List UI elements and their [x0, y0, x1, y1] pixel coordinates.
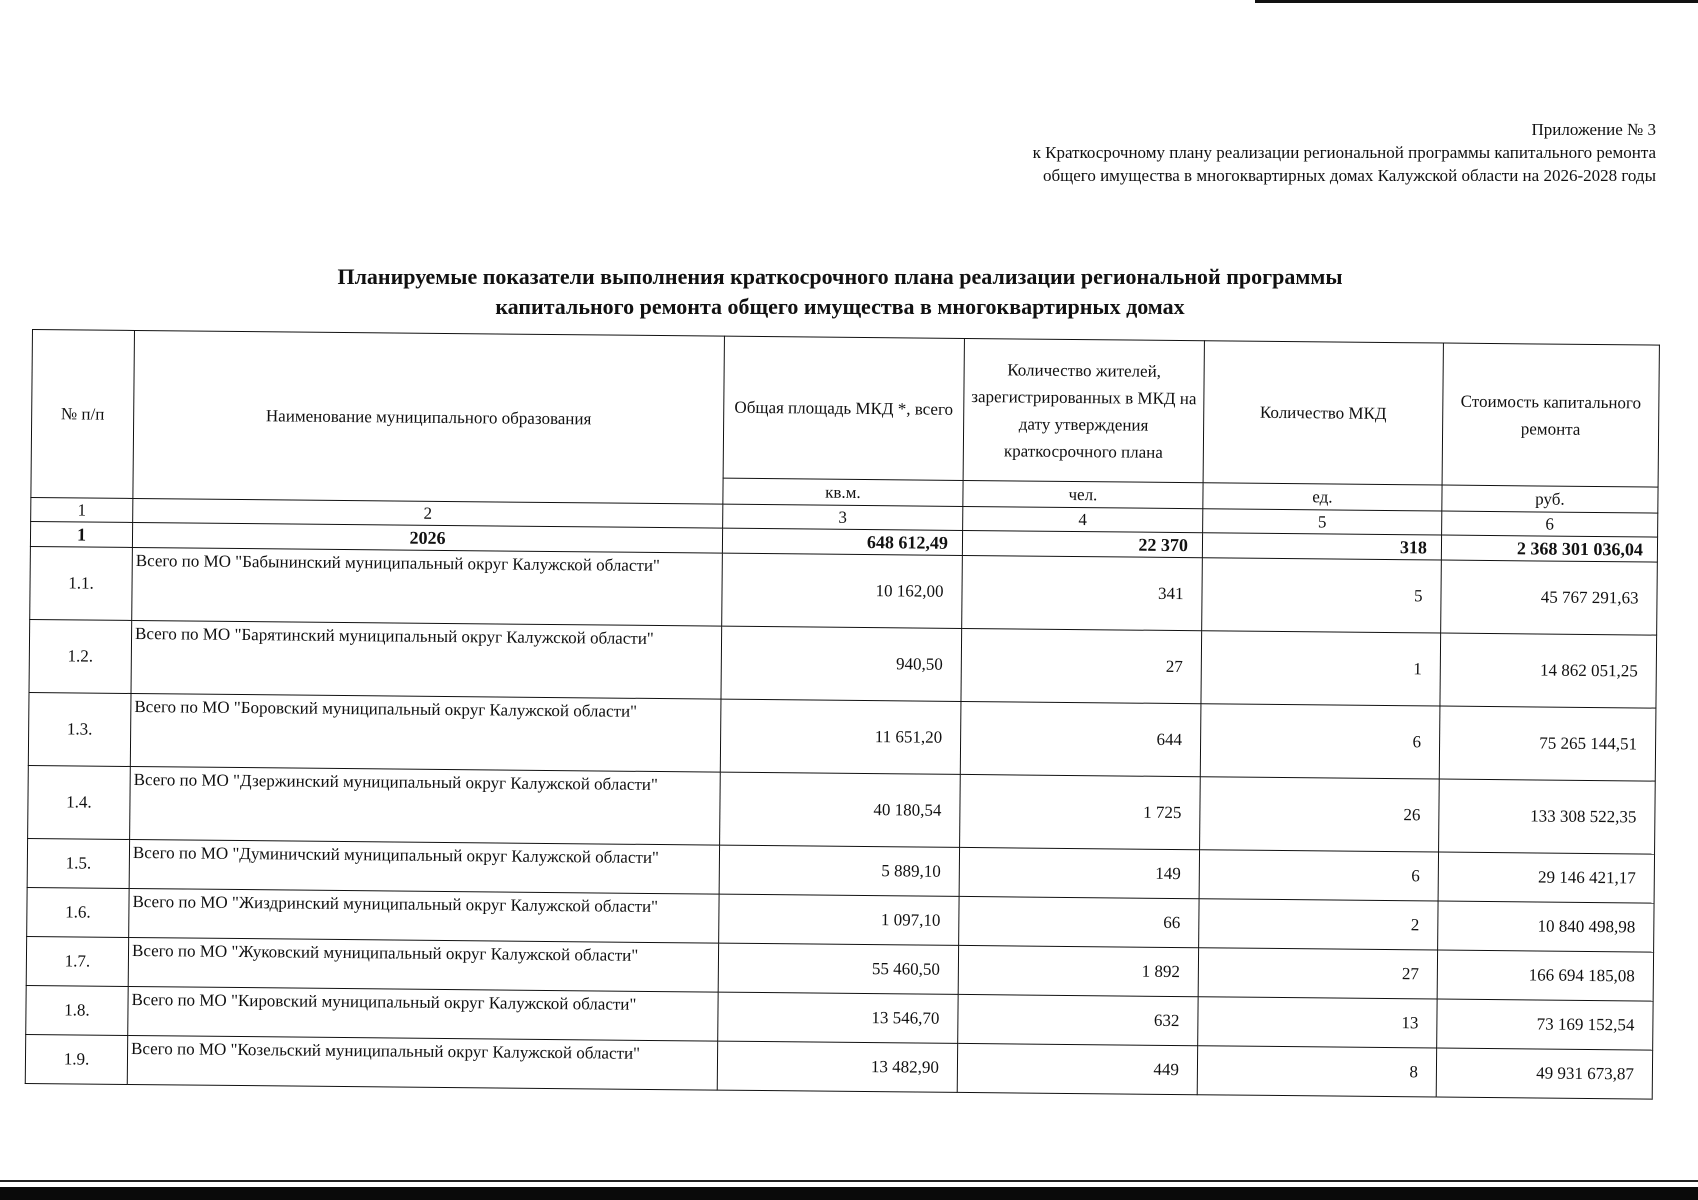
- row-area: 1 097,10: [719, 894, 959, 945]
- row-cost: 29 146 421,17: [1438, 852, 1654, 903]
- title-line-1: Планируемые показатели выполнения краткосрочного плана реализации региональной программы: [337, 264, 1343, 289]
- column-number: 1: [31, 497, 133, 522]
- row-no: 1.2.: [29, 619, 132, 693]
- column-number: 2: [133, 498, 723, 528]
- row-cost: 45 767 291,63: [1441, 560, 1658, 635]
- row-residents: 632: [958, 994, 1198, 1045]
- scan-edge-bottom: [0, 1187, 1698, 1200]
- row-residents: 27: [961, 628, 1202, 703]
- unit-cost: руб.: [1442, 485, 1658, 513]
- row-no: 1.3.: [28, 692, 131, 766]
- row-municipality: Всего по МО "Боровский муниципальный округ Калужской области": [130, 693, 721, 772]
- row-residents: 149: [959, 847, 1199, 898]
- row-cost: 49 931 673,87: [1436, 1048, 1652, 1099]
- row-municipality: Всего по МО "Думиничский муниципальный округ Калужской области": [129, 839, 719, 894]
- document-title: [250, 262, 1430, 322]
- total-year: 2026: [132, 522, 722, 553]
- row-buildings: 1: [1201, 631, 1441, 706]
- appendix-line-3: общего имущества в многоквартирных домах Калужской области на 2026-2028 годы: [1042, 166, 1656, 185]
- row-residents: 449: [957, 1043, 1197, 1094]
- row-no: 1.6.: [27, 887, 129, 937]
- row-buildings: 2: [1199, 899, 1438, 950]
- row-no: 1.7.: [26, 936, 128, 986]
- row-municipality: Всего по МО "Дзержинский муниципальный округ Калужской области": [130, 766, 721, 845]
- total-residents: 22 370: [962, 530, 1202, 557]
- unit-buildings: ед.: [1203, 483, 1442, 511]
- row-area: 40 180,54: [720, 772, 961, 847]
- row-residents: 1 892: [958, 945, 1198, 996]
- scan-edge-bottom-line: [0, 1180, 1698, 1182]
- row-cost: 14 862 051,25: [1440, 633, 1657, 708]
- row-municipality: Всего по МО "Козельский муниципальный округ Калужской области": [127, 1035, 717, 1090]
- row-cost: 73 169 152,54: [1437, 999, 1653, 1050]
- row-no: 1.8.: [26, 985, 128, 1035]
- row-area: 11 651,20: [720, 699, 961, 774]
- row-area: 55 460,50: [718, 943, 958, 994]
- header-row: [31, 330, 1659, 488]
- row-buildings: 6: [1200, 704, 1440, 779]
- title-line-2: капитального ремонта общего имущества в многоквартирных домах: [495, 294, 1185, 319]
- row-municipality: Всего по МО "Барятинский муниципальный округ Калужской области": [131, 620, 722, 699]
- row-buildings: 13: [1198, 997, 1437, 1048]
- row-buildings: 5: [1202, 558, 1442, 633]
- row-area: 940,50: [721, 626, 962, 701]
- row-area: 5 889,10: [719, 845, 959, 896]
- appendix-line-2: к Краткосрочному плану реализации региональной программы капитального ремонта: [1032, 143, 1656, 162]
- indicators-table: [25, 329, 1660, 1100]
- total-area: 648 612,49: [722, 528, 962, 555]
- unit-area: кв.м.: [723, 478, 963, 506]
- column-number: 5: [1203, 509, 1442, 535]
- row-buildings: 26: [1200, 777, 1440, 852]
- total-cost: 2 368 301 036,04: [1441, 535, 1657, 562]
- header-residents: Количество жителей, зарегистрированных в МКД на дату утверждения краткосрочного плана: [963, 338, 1204, 482]
- row-area: 10 162,00: [722, 553, 963, 628]
- row-municipality: Всего по МО "Бабынинский муниципальный округ Калужской области": [132, 547, 723, 626]
- row-cost: 10 840 498,98: [1438, 901, 1654, 952]
- row-buildings: 8: [1197, 1046, 1436, 1097]
- header-area: Общая площадь МКД *, всего: [723, 336, 964, 480]
- row-no: 1.1.: [30, 546, 133, 620]
- header-name: Наименование муниципального образования: [133, 330, 725, 504]
- appendix-line-1: Приложение № 3: [1531, 120, 1656, 139]
- row-residents: 341: [962, 555, 1203, 630]
- column-number: 3: [723, 504, 963, 530]
- row-area: 13 482,90: [717, 1041, 957, 1092]
- row-buildings: 6: [1199, 850, 1438, 901]
- header-no: № п/п: [31, 330, 135, 499]
- row-municipality: Всего по МО "Жиздринский муниципальный округ Калужской области": [129, 888, 719, 943]
- indicators-table-wrap: [25, 329, 1660, 1100]
- row-residents: 644: [960, 701, 1201, 776]
- row-area: 13 546,70: [718, 992, 958, 1043]
- header-cost: Стоимость капитального ремонта: [1442, 343, 1659, 487]
- row-no: 1.5.: [27, 838, 129, 888]
- row-municipality: Всего по МО "Жуковский муниципальный округ Калужской области": [128, 937, 718, 992]
- column-number: 6: [1442, 511, 1658, 537]
- row-residents: 1 725: [960, 774, 1201, 849]
- scan-edge-top: [1255, 0, 1698, 3]
- appendix-note: [756, 118, 1656, 187]
- row-municipality: Всего по МО "Кировский муниципальный округ Калужской области": [128, 986, 718, 1041]
- row-no: 1.9.: [25, 1034, 127, 1084]
- row-cost: 166 694 185,08: [1437, 950, 1653, 1001]
- row-residents: 66: [959, 896, 1199, 947]
- unit-residents: чел.: [963, 480, 1203, 508]
- column-number: 4: [963, 506, 1203, 532]
- row-buildings: 27: [1198, 948, 1437, 999]
- total-no: 1: [30, 521, 132, 547]
- header-buildings: Количество МКД: [1203, 341, 1443, 485]
- row-cost: 133 308 522,35: [1439, 779, 1656, 854]
- row-no: 1.4.: [28, 765, 131, 839]
- row-cost: 75 265 144,51: [1439, 706, 1656, 781]
- total-buildings: 318: [1202, 533, 1441, 560]
